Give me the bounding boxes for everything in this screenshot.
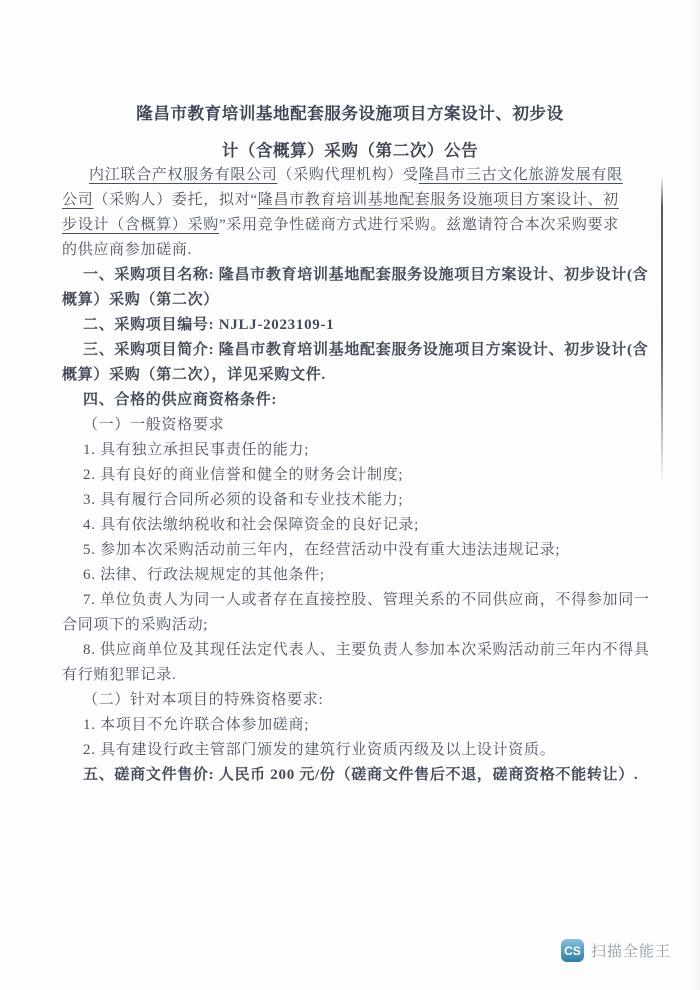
text: 3. 具有履行合同所必须的设备和专业技术能力; bbox=[83, 492, 404, 508]
text: 2. 具有建设行政主管部门颁发的建筑行业资质丙级及以上设计资质。 bbox=[83, 742, 556, 758]
doc-line bbox=[62, 338, 649, 363]
doc-line bbox=[62, 588, 650, 613]
doc-line bbox=[62, 613, 620, 638]
document-body bbox=[62, 163, 650, 788]
doc-line bbox=[62, 488, 620, 513]
text: 6. 法律、行政法规规定的其他条件; bbox=[83, 567, 325, 583]
text: 7. 单位负责人为同一人或者存在直接控股、管理关系的不同供应商，不得参加同一 bbox=[83, 592, 650, 608]
page-title-line1: 隆昌市教育培训基地配套服务设施项目方案设计、初步设 bbox=[136, 104, 564, 123]
text: （采购代理机构）受 bbox=[277, 167, 419, 183]
doc-line bbox=[62, 513, 620, 538]
text: 1. 本项目不允许联合体参加磋商; bbox=[83, 717, 310, 733]
camscanner-watermark bbox=[561, 939, 671, 962]
text: 四、合格的供应商资格条件: bbox=[83, 392, 278, 408]
underlined-text: 隆昌市三古文化旅游发展有限 bbox=[418, 167, 623, 183]
page-title bbox=[0, 95, 700, 169]
page-title-line2: 计（含概算）采购（第二次）公告 bbox=[221, 141, 479, 160]
text: 概算）采购（第二次），详见采购文件. bbox=[62, 367, 326, 383]
doc-line bbox=[62, 163, 623, 188]
text: （采购人）委托，拟对“ bbox=[93, 192, 258, 208]
doc-line bbox=[62, 713, 620, 738]
scan-crease-line bbox=[661, 176, 663, 484]
text: （二）针对本项目的特殊资格要求: bbox=[83, 692, 324, 708]
doc-line bbox=[62, 563, 620, 588]
doc-line bbox=[62, 688, 620, 713]
doc-line bbox=[62, 213, 620, 238]
text: 2. 具有良好的商业信誉和健全的财务会计制度; bbox=[83, 467, 404, 483]
doc-line bbox=[62, 638, 650, 663]
underlined-text: 步设计（含概算）采购 bbox=[62, 217, 220, 233]
text: 1. 具有独立承担民事责任的能力; bbox=[83, 442, 310, 458]
camscanner-label: 扫描全能王 bbox=[591, 943, 672, 960]
text: 合同项下的采购活动; bbox=[62, 617, 209, 633]
text: 8. 供应商单位及其现任法定代表人、主要负责人参加本次采购活动前三年内不得具 bbox=[83, 642, 650, 658]
text: 二、采购项目编号: NJLJ-2023109-1 bbox=[83, 317, 335, 333]
text: 5. 参加本次采购活动前三年内，在经营活动中没有重大违法违规记录; bbox=[83, 542, 561, 558]
doc-line bbox=[62, 363, 620, 388]
text: 概算）采购（第二次） bbox=[62, 292, 220, 308]
camscanner-icon: CS bbox=[561, 939, 584, 962]
doc-line bbox=[62, 313, 620, 338]
doc-line bbox=[62, 538, 620, 563]
doc-line bbox=[62, 763, 639, 788]
doc-line bbox=[62, 438, 620, 463]
text: 有行贿犯罪记录. bbox=[62, 667, 177, 683]
doc-line bbox=[62, 288, 620, 313]
doc-line bbox=[62, 238, 620, 263]
doc-line bbox=[62, 263, 649, 288]
text: 三、采购项目简介: 隆昌市教育培训基地配套服务设施项目方案设计、初步设计(含 bbox=[83, 342, 649, 358]
text: 的供应商参加磋商. bbox=[62, 242, 193, 258]
text: 4. 具有依法缴纳税收和社会保障资金的良好记录; bbox=[83, 517, 419, 533]
doc-line bbox=[62, 663, 620, 688]
doc-line bbox=[62, 188, 620, 213]
text: 一、采购项目名称: 隆昌市教育培训基地配套服务设施项目方案设计、初步设计(含 bbox=[83, 267, 649, 283]
doc-line bbox=[62, 413, 620, 438]
doc-line bbox=[62, 463, 620, 488]
doc-line bbox=[62, 738, 620, 763]
underlined-text: 隆昌市教育培训基地配套服务设施项目方案设计、初 bbox=[257, 192, 619, 208]
text: 五、磋商文件售价: 人民币 200 元/份（磋商文件售后不退，磋商资格不能转让）. bbox=[83, 767, 639, 783]
underlined-text: 公司 bbox=[62, 192, 94, 208]
text: ”采用竞争性磋商方式进行采购。兹邀请符合本次采购要求 bbox=[219, 217, 619, 233]
underlined-text: 内江联合产权服务有限公司 bbox=[89, 167, 278, 183]
text: （一）一般资格要求 bbox=[83, 417, 225, 433]
doc-line bbox=[62, 388, 620, 413]
